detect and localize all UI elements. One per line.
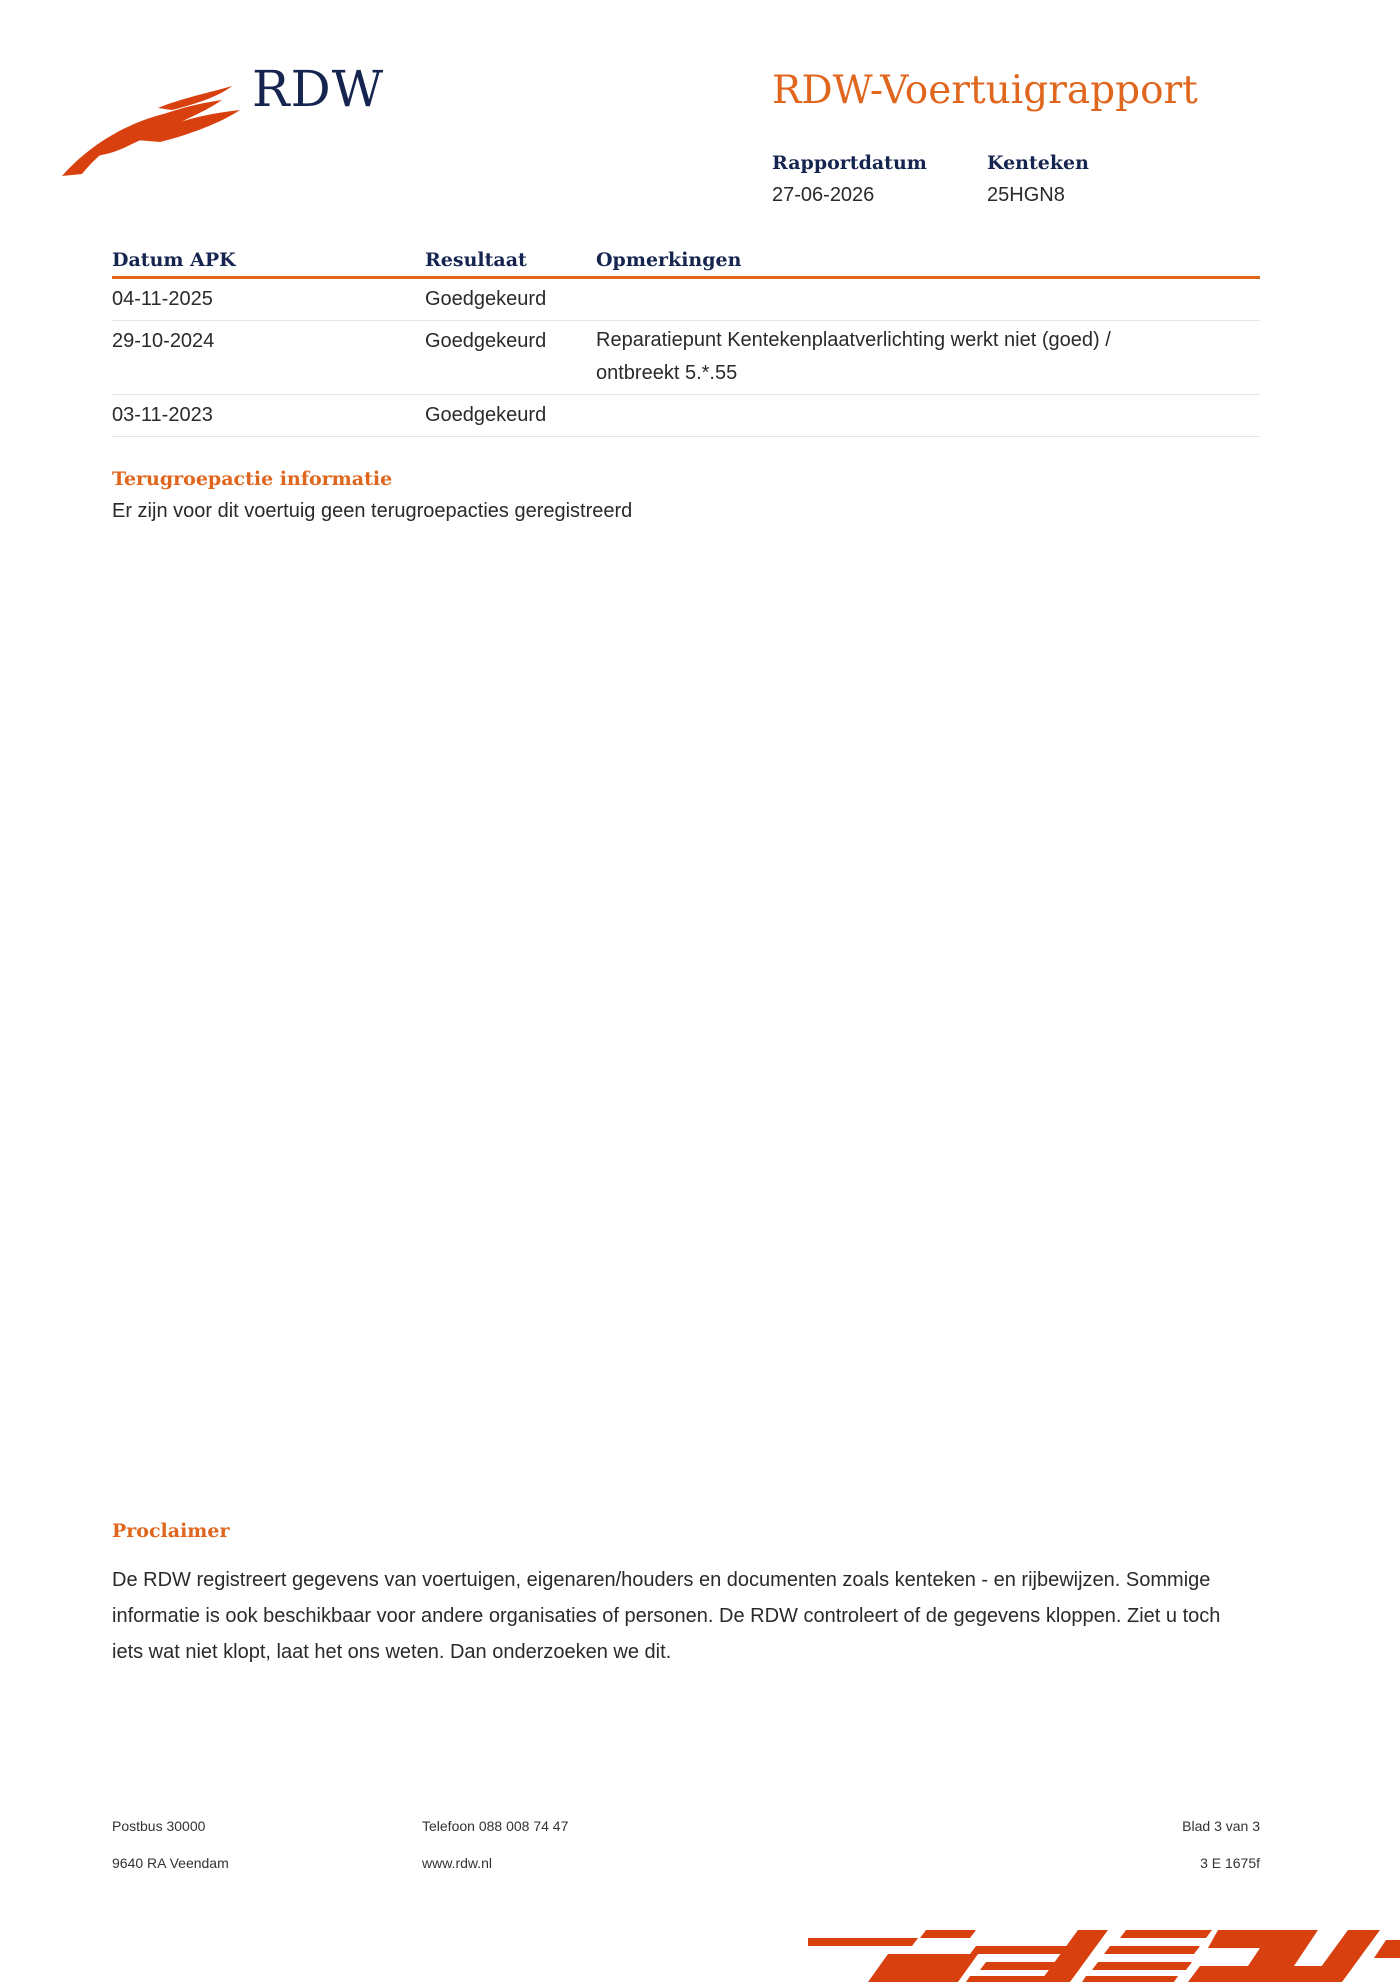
- column-header-date: Datum APK: [112, 246, 425, 278]
- report-date-label: Rapportdatum: [772, 152, 927, 174]
- table-row: [112, 278, 1260, 321]
- footer-page-number: Blad 3 van 3: [1182, 1818, 1260, 1834]
- license-plate-label: Kenteken: [987, 152, 1089, 174]
- apk-date: 04-11-2025: [112, 278, 425, 321]
- recall-section-title: Terugroepactie informatie: [112, 468, 393, 490]
- apk-remark: [596, 395, 1260, 437]
- table-row: [112, 395, 1260, 437]
- proclaimer-text: De RDW registreert gegevens van voertuigen, eigenaren/houders en documenten zoals kenteken - en rijbewijzen. Sommige informatie is ook beschikbaar voor andere organisaties of personen. De RDW controleert of de gegevens kloppen. Ziet u toch iets wat niet klopt, laat het ons weten. Dan onderzoeken we dit.: [112, 1569, 1221, 1663]
- apk-result: Goedgekeurd: [425, 321, 596, 395]
- footer-website: www.rdw.nl: [422, 1855, 493, 1871]
- apk-date: 29-10-2024: [112, 321, 425, 395]
- apk-result: Goedgekeurd: [425, 278, 596, 321]
- report-date-value: 27-06-2026: [772, 184, 875, 206]
- column-header-remarks: Opmerkingen: [596, 246, 1260, 278]
- logo-text: RDW: [252, 60, 385, 118]
- proclaimer-title: Proclaimer: [112, 1520, 230, 1542]
- apk-date: 03-11-2023: [112, 395, 425, 437]
- apk-remark: [596, 278, 1260, 321]
- table-header-row: [112, 246, 1260, 278]
- decorative-stripes-icon: [808, 1928, 1400, 1982]
- footer-document-code: 3 E 1675f: [1200, 1855, 1260, 1871]
- apk-remark: Reparatiepunt Kentekenplaatverlichting werkt niet (goed) / ontbreekt 5.*.55: [596, 321, 1260, 395]
- rdw-logo-icon: [62, 84, 242, 180]
- footer-postbus: Postbus 30000: [112, 1818, 206, 1834]
- apk-result: Goedgekeurd: [425, 395, 596, 437]
- column-header-result: Resultaat: [425, 246, 596, 278]
- license-plate-value: 25HGN8: [987, 184, 1065, 206]
- report-title: RDW-Voertuigrapport: [772, 68, 1198, 113]
- recall-text: Er zijn voor dit voertuig geen terugroepacties geregistreerd: [112, 500, 633, 522]
- footer-city: 9640 RA Veendam: [112, 1855, 229, 1871]
- apk-history-table: [112, 246, 1260, 437]
- footer-phone: Telefoon 088 008 74 47: [422, 1818, 569, 1834]
- table-row: [112, 321, 1260, 395]
